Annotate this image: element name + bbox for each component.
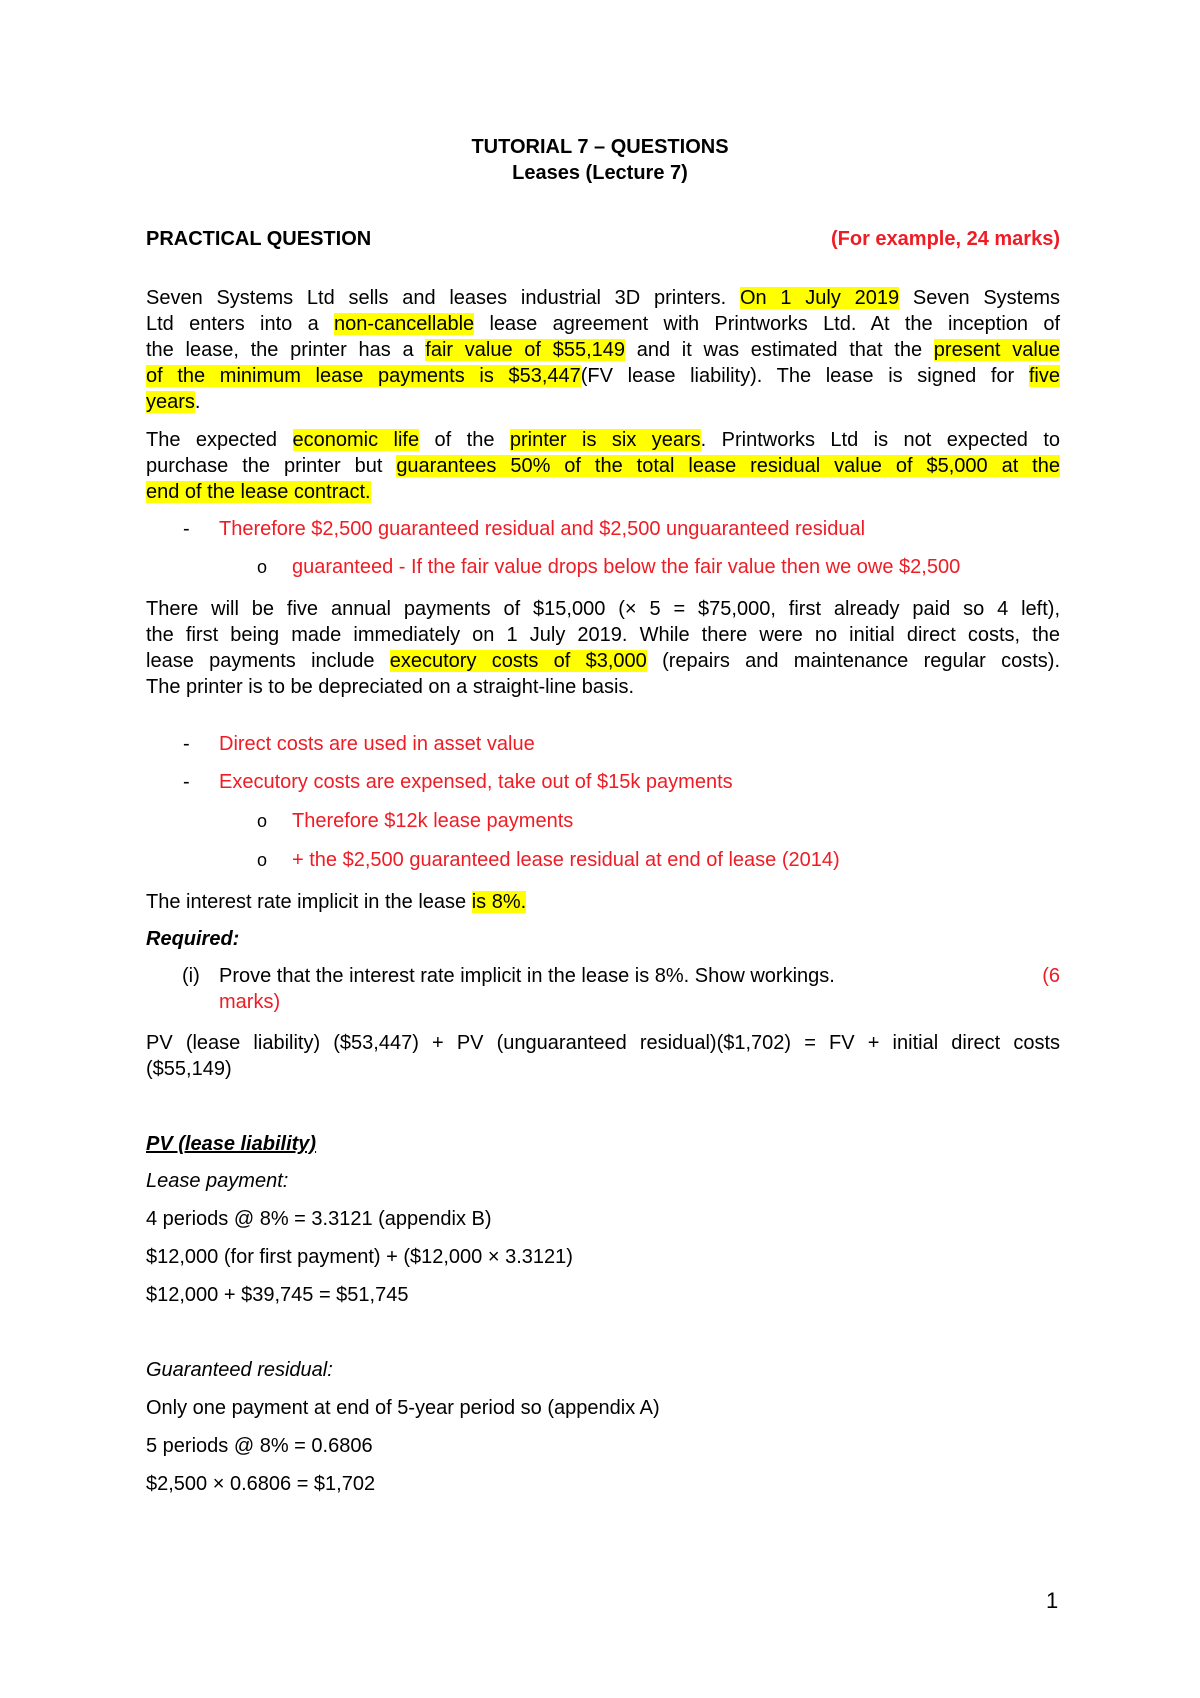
para3-line4: The printer is to be depreciated on a straight-line basis. <box>146 676 635 698</box>
question-text: Prove that the interest rate implicit in the lease is 8%. Show workings. <box>219 965 835 987</box>
para1-line1: Seven Systems Ltd sells and leases industrial 3D printers. On 1 July 2019 Seven Systems <box>146 287 1060 309</box>
pv-equation-line1: PV (lease liability) ($53,447) + PV (unguaranteed residual)($1,702) = FV + initial direct costs <box>146 1032 1060 1054</box>
note-residual-split: Therefore $2,500 guaranteed residual and $2,500 unguaranteed residual <box>219 518 866 540</box>
highlight-guarantee: guarantees 50% of the total lease residual value of $5,000 at the <box>396 455 1060 477</box>
guaranteed-residual-step1: Only one payment at end of 5-year period so (appendix A) <box>146 1397 660 1419</box>
para2-line1: The expected economic life of the printer is six years. Printworks Ltd is not expected to <box>146 429 1061 451</box>
highlight-date: On 1 July 2019 <box>739 287 900 309</box>
highlight-non-cancellable: non-cancellable <box>334 313 475 335</box>
doc-subtitle: Leases (Lecture 7) <box>512 162 688 184</box>
highlight-six-years: printer is six years <box>509 429 701 451</box>
highlight-rate: is 8%. <box>471 891 527 913</box>
highlight-years: years <box>146 391 195 413</box>
dash-bullet: - <box>183 771 190 793</box>
circle-bullet: o <box>257 557 268 577</box>
circle-bullet: o <box>257 811 268 831</box>
marks-note: (For example, 24 marks) <box>831 228 1060 250</box>
lease-payment-step3: $12,000 + $39,745 = $51,745 <box>146 1284 409 1306</box>
section-heading: PRACTICAL QUESTION <box>146 228 372 250</box>
lease-payment-label: Lease payment: <box>146 1170 289 1192</box>
guaranteed-residual-step2: 5 periods @ 8% = 0.6806 <box>146 1435 373 1457</box>
para3-line1: There will be five annual payments of $15,000 (× 5 = $75,000, first already paid so 4 left), <box>146 598 1060 620</box>
question-marks-cont: marks) <box>219 991 281 1013</box>
interest-rate-line: The interest rate implicit in the lease is 8%. <box>146 891 527 913</box>
para1-line5: years. <box>146 391 201 413</box>
note-guaranteed-residual: + the $2,500 guaranteed lease residual at end of lease (2014) <box>292 849 840 871</box>
highlight-five: five <box>1028 365 1060 387</box>
note-direct-costs: Direct costs are used in asset value <box>219 733 535 755</box>
note-guaranteed: guaranteed - If the fair value drops below the fair value then we owe $2,500 <box>292 556 961 578</box>
highlight-executory-costs: executory costs of $3,000 <box>389 650 647 672</box>
highlight-min-lease-payments: of the minimum lease payments is $53,447 <box>146 365 581 387</box>
para2-line2: purchase the printer but guarantees 50% of the total lease residual value of $5,000 at the <box>146 455 1060 477</box>
highlight-economic-life: economic life <box>292 429 420 451</box>
para1-line4: of the minimum lease payments is $53,447(FV lease liability). The lease is signed for five <box>146 365 1060 387</box>
guaranteed-residual-label: Guaranteed residual: <box>146 1359 333 1381</box>
lease-payment-step1: 4 periods @ 8% = 3.3121 (appendix B) <box>146 1208 492 1230</box>
required-label: Required: <box>146 928 240 950</box>
question-number: (i) <box>182 965 200 987</box>
workings-heading: PV (lease liability) <box>146 1133 317 1155</box>
highlight-present-value: present value <box>933 339 1061 361</box>
para2-line3 <box>146 479 371 505</box>
para1-line2: Ltd enters into a non-cancellable lease agreement with Printworks Ltd. At the inception of <box>146 313 1061 335</box>
dash-bullet: - <box>183 518 190 540</box>
para1-line3: the lease, the printer has a fair value of $55,149 and it was estimated that the present value <box>146 339 1061 361</box>
page-number: 1 <box>1046 1588 1059 1613</box>
highlight-end-of-contract: end of the lease contract. <box>146 481 371 503</box>
circle-bullet: o <box>257 850 268 870</box>
question-marks: (6 <box>1042 965 1060 987</box>
pv-equation-line2: ($55,149) <box>146 1058 232 1080</box>
para3-line3: lease payments include executory costs of $3,000 (repairs and maintenance regular costs). <box>146 650 1061 672</box>
guaranteed-residual-step3: $2,500 × 0.6806 = $1,702 <box>146 1473 376 1495</box>
note-executory-costs: Executory costs are expensed, take out of $15k payments <box>219 771 733 793</box>
doc-title: TUTORIAL 7 – QUESTIONS <box>471 136 729 158</box>
lease-payment-step2: $12,000 (for first payment) + ($12,000 × 3.3121) <box>146 1246 573 1268</box>
para3-line2: the first being made immediately on 1 July 2019. While there were no initial direct costs, the <box>146 624 1060 646</box>
note-12k-payments: Therefore $12k lease payments <box>292 810 574 832</box>
highlight-fair-value: fair value of $55,149 <box>425 339 625 361</box>
dash-bullet: - <box>183 733 190 755</box>
